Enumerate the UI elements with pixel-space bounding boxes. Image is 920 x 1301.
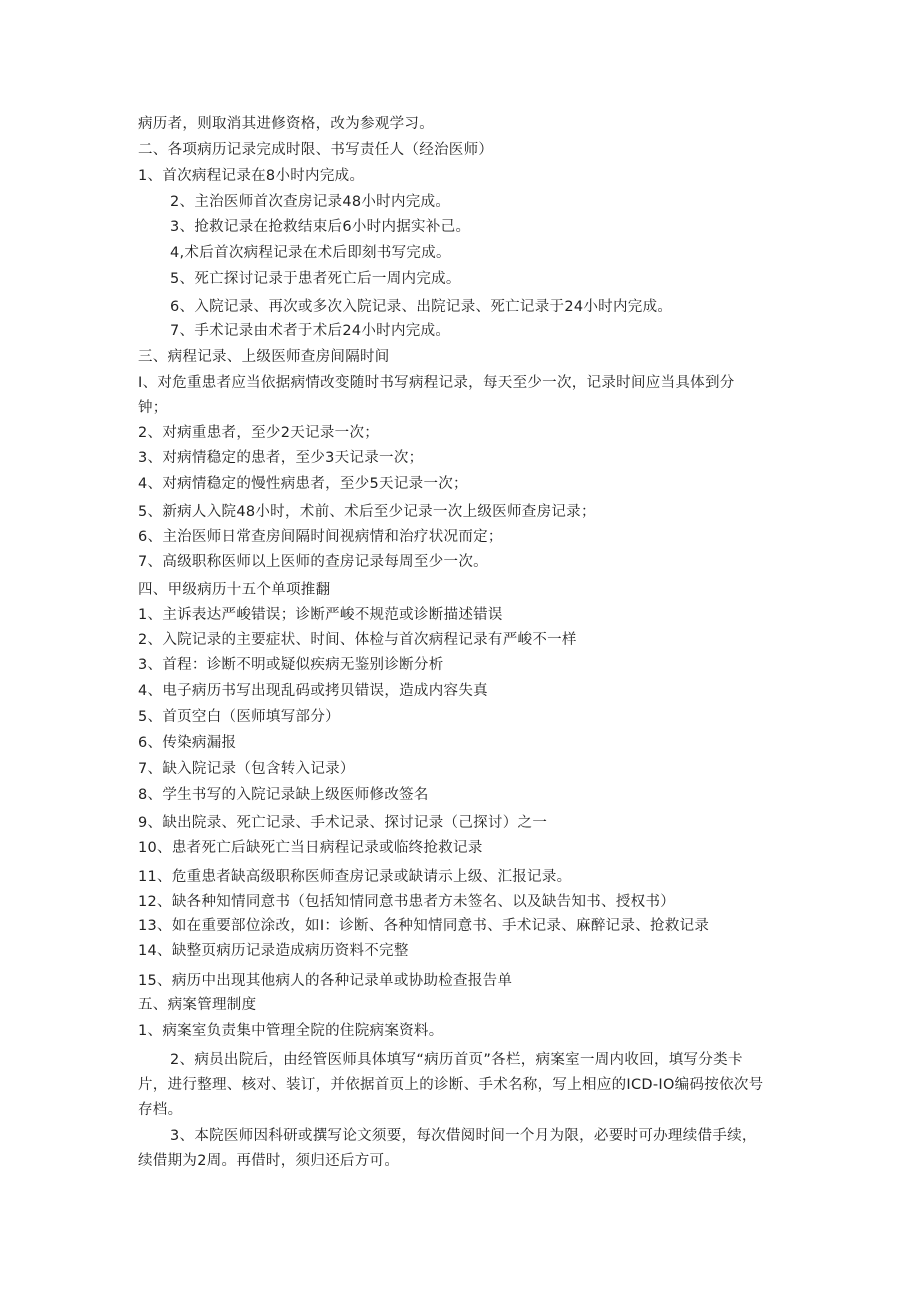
text-line: 14、缺整页病历记录造成病历资料不完整 [138, 943, 409, 959]
text-line: 4,术后首次病程记录在术后即刻书写完成。 [170, 245, 451, 261]
text-line: 9、缺出院录、死亡记录、手术记录、探讨记录（己探讨）之一 [138, 815, 548, 831]
text-line: 3、本院医师因科研或撰写论文须要，每次借阅时间一个月为限，必要时可办理续借手续， [170, 1128, 757, 1144]
text-line: 1、主诉表达严峻错误；诊断严峻不规范或诊断描述错误 [138, 607, 503, 623]
text-line: 5、新病人入院48小时，术前、术后至少记录一次上级医师查房记录； [138, 504, 596, 520]
text-line: 13、如在重要部位涂改，如I：诊断、各种知情同意书、手术记录、麻醉记录、抢救记录 [138, 918, 710, 934]
text-line: I、对危重患者应当依据病情改变随时书写病程记录，每天至少一次，记录时间应当具体到分 [138, 375, 735, 391]
text-line: 8、学生书写的入院记录缺上级医师修改签名 [138, 787, 429, 803]
text-line: 2、病员出院后，由经管医师具体填写“病历首页”各栏，病案室一周内收回，填写分类卡 [170, 1052, 743, 1068]
section-heading: 三、病程记录、上级医师查房间隔时间 [138, 349, 390, 365]
text-line: 2、主治医师首次查房记录48小时内完成。 [170, 194, 451, 210]
text-line: 6、主治医师日常查房间隔时间视病情和治疗状况而定； [138, 529, 503, 545]
text-line: 存档。 [138, 1102, 183, 1118]
text-line: 2、入院记录的主要症状、时间、体检与首次病程记录有严峻不一样 [138, 632, 577, 648]
text-line: 1、病案室负责集中管理全院的住院病案资料。 [138, 1023, 444, 1039]
text-line: 3、对病情稳定的患者，至少3天记录一次； [138, 450, 424, 466]
text-line: 6、入院记录、再次或多次入院记录、出院记录、死亡记录于24小时内完成。 [170, 299, 673, 315]
text-line: 10、患者死亡后缺死亡当日病程记录或临终抢救记录 [138, 840, 483, 856]
text-line: 6、传染病漏报 [138, 735, 237, 751]
text-line: 4、电子病历书写出现乱码或拷贝错误，造成内容失真 [138, 683, 488, 699]
text-line: 4、对病情稳定的慢性病患者，至少5天记录一次； [138, 476, 468, 492]
text-line: 钟； [138, 400, 168, 416]
text-line: 15、病历中出现其他病人的各种记录单或协助检查报告单 [138, 973, 513, 989]
text-line: 3、抢救记录在抢救结束后6小时内据实补己。 [170, 219, 471, 235]
section-heading: 二、各项病历记录完成时限、书写责任人（经治医师） [138, 142, 494, 158]
section-heading: 五、病案管理制度 [138, 997, 257, 1013]
text-line: 2、对病重患者，至少2天记录一次； [138, 425, 380, 441]
text-line: 1、首次病程记录在8小时内完成。 [138, 168, 365, 184]
text-line: 7、手术记录由术者于术后24小时内完成。 [170, 323, 451, 339]
text-line: 3、首程：诊断不明或疑似疾病无鉴别诊断分析 [138, 657, 444, 673]
text-line: 12、缺各种知情同意书（包括知情同意书患者方未签名、以及缺告知书、授权书） [138, 894, 676, 910]
text-line: 病历者，则取消其进修资格，改为参观学习。 [138, 116, 434, 132]
text-line: 5、死亡探讨记录于患者死亡后一周内完成。 [170, 271, 461, 287]
section-heading: 四、甲级病历十五个单项推翻 [138, 582, 331, 598]
text-line: 7、高级职称医师以上医师的查房记录每周至少一次。 [138, 554, 488, 570]
text-line: 11、危重患者缺高级职称医师查房记录或缺请示上级、汇报记录。 [138, 869, 572, 885]
text-line: 片，进行整理、核对、装订，并依据首页上的诊断、手术名称，写上相应的ICD-IO编码按依次号 [138, 1077, 764, 1093]
text-line: 续借期为2周。再借时，须归还后方可。 [138, 1153, 400, 1169]
text-line: 7、缺入院记录（包含转入记录） [138, 761, 355, 777]
text-line: 5、首页空白（医师填写部分） [138, 709, 340, 725]
